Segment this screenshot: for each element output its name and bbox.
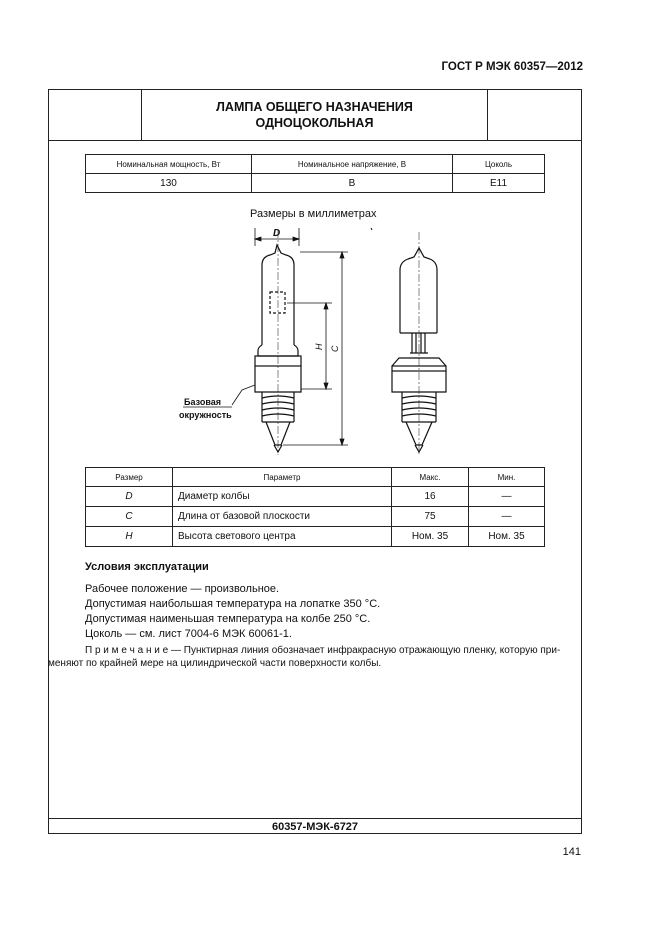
title-left-cell	[48, 89, 142, 141]
label-h: H	[314, 343, 324, 350]
spec-table	[85, 154, 545, 193]
note	[48, 644, 573, 670]
param-min: Ном. 35	[469, 527, 545, 547]
param-name: Высота светового центра	[173, 527, 392, 547]
spec-value-base: E11	[453, 174, 545, 193]
param-name: Диаметр колбы	[173, 487, 392, 507]
param-name: Длина от базовой плоскости	[173, 507, 392, 527]
param-symbol: C	[86, 507, 173, 527]
param-max: 75	[392, 507, 469, 527]
title-line-2: ОДНОЦОКОЛЬНАЯ	[255, 116, 374, 130]
note-text-continued: меняют по крайней мере на цилиндрической части поверхности колбы.	[48, 658, 382, 669]
param-symbol: H	[86, 527, 173, 547]
spec-header-base: Цоколь	[453, 155, 545, 174]
sheet-title	[142, 99, 487, 131]
condition-line: Допустимая наименьшая температура на колбе 250 °С.	[85, 613, 371, 625]
standard-designation: ГОСТ Р МЭК 60357—2012	[441, 61, 583, 73]
spec-value-voltage: В	[252, 174, 453, 193]
dimensions-caption: Размеры в миллиметрах	[250, 208, 377, 220]
sheet-frame	[48, 89, 582, 834]
note-text: — Пунктирная линия обозначает инфракрасную отражающую пленку, которую при-	[168, 645, 561, 656]
param-header-parameter: Параметр	[173, 468, 392, 487]
param-max: 16	[392, 487, 469, 507]
footer-rule	[48, 818, 582, 819]
title-right-cell	[487, 89, 582, 141]
note-label: П р и м е ч а н и е	[85, 645, 169, 656]
param-header-min: Мин.	[469, 468, 545, 487]
spec-header-power: Номинальная мощность, Вт	[86, 155, 252, 174]
condition-line: Рабочее положение — произвольное.	[85, 583, 280, 595]
param-table-header	[86, 468, 545, 487]
param-min: —	[469, 507, 545, 527]
title-line-1: ЛАМПА ОБЩЕГО НАЗНАЧЕНИЯ	[216, 100, 413, 114]
base-label-line-1: Базовая	[184, 397, 222, 407]
spec-table-header	[86, 155, 545, 174]
table-row	[86, 527, 545, 547]
lamp-drawing	[170, 222, 470, 457]
conditions-list	[85, 582, 380, 642]
label-c: C	[330, 345, 340, 352]
conditions-title: Условия эксплуатации	[85, 561, 209, 573]
sheet-code: 60357-МЭК-6727	[271, 821, 359, 833]
condition-line: Допустимая наибольшая температура на лопатке 350 °С.	[85, 598, 381, 610]
table-row	[86, 487, 545, 507]
spec-header-voltage: Номинальное напряжение, В	[252, 155, 453, 174]
param-min: —	[469, 487, 545, 507]
parameters-table	[85, 467, 545, 547]
label-d: D	[273, 228, 281, 239]
param-max: Ном. 35	[392, 527, 469, 547]
page-number: 141	[562, 846, 581, 858]
base-label-line-2: окружность	[179, 410, 232, 420]
param-header-max: Макс.	[392, 468, 469, 487]
param-header-dimension: Размер	[86, 468, 173, 487]
table-row	[86, 507, 545, 527]
spec-table-values	[86, 174, 545, 193]
spec-value-power: 130	[86, 174, 252, 193]
condition-line: Цоколь — см. лист 7004-6 МЭК 60061-1.	[85, 628, 292, 640]
param-symbol: D	[86, 487, 173, 507]
